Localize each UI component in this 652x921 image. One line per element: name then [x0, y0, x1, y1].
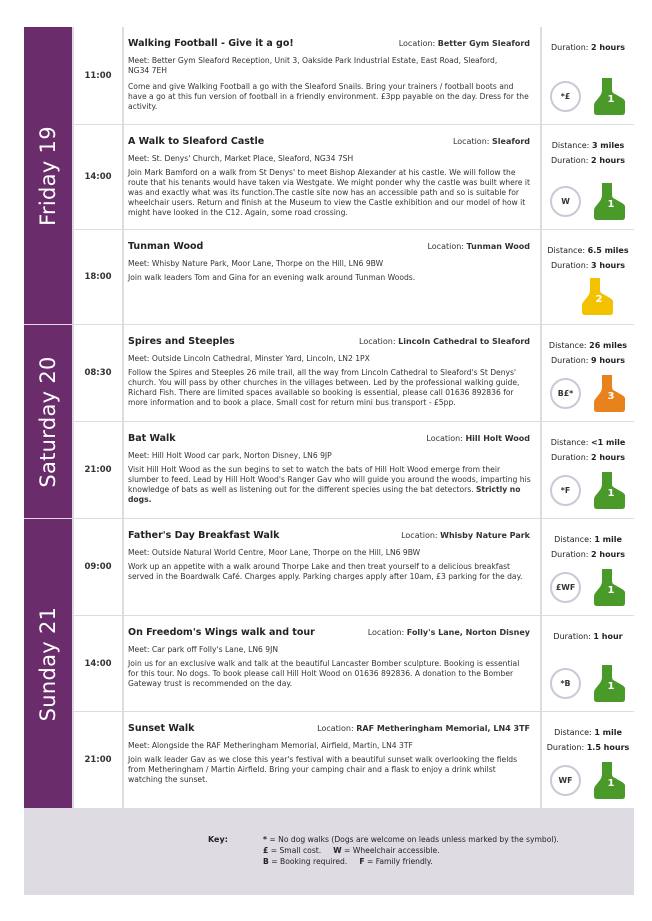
event-description	[128, 465, 532, 505]
description-text: Join us for an exclusive walk and talk at the beautiful Lancaster Bomber sculpture. Booking is essential for this tour. No dogs. To book please call Hill Holt Wood on 01636 892836. A donation to the Bomber Gateway trust is recommended on the day.	[128, 659, 520, 688]
access-badge: WF	[550, 765, 581, 796]
stat-value: 1 mile	[594, 535, 622, 544]
stat-label: Distance:	[554, 728, 592, 737]
event-row	[74, 27, 634, 124]
event-description	[128, 755, 532, 785]
event-stat	[542, 356, 634, 365]
event-stats	[542, 325, 634, 421]
location-prefix: Location:	[401, 531, 438, 540]
difficulty-grade: 3	[607, 391, 615, 402]
event-meet-point: Meet: Whisby Nature Park, Moor Lane, Thorpe on the Hill, LN6 9BW	[128, 259, 384, 268]
day-label: Sunday 21	[36, 606, 60, 721]
description-text: Join walk leader Gav as we close this year's festival with a beautiful sunset walk overlooking the fields from Metheringham / Martin Airfield. Bring your camping chair and a flask to enjoy a drink whilst watching the sunset.	[128, 755, 518, 784]
difficulty-grade: 1	[607, 199, 615, 210]
stat-value: 2 hours	[591, 156, 625, 165]
location-prefix: Location:	[367, 628, 405, 637]
event-details	[124, 616, 540, 711]
location-prefix: Location:	[452, 137, 490, 146]
event-time: 11:00	[74, 27, 122, 124]
event-title: Tunman Wood	[128, 241, 204, 252]
event-description	[128, 562, 532, 582]
access-badge: B£*	[550, 378, 581, 409]
event-description	[128, 273, 532, 283]
event-stat	[542, 535, 634, 544]
event-description	[128, 168, 532, 218]
event-stat	[542, 341, 634, 350]
stat-value: 2 hours	[591, 43, 625, 52]
location-prefix: Location:	[427, 242, 464, 251]
stat-value: 1.5 hours	[586, 743, 630, 752]
event-description	[128, 368, 532, 408]
event-row	[74, 125, 634, 229]
stat-value: 2 hours	[591, 453, 625, 462]
stat-label: Duration:	[551, 43, 589, 52]
event-time: 14:00	[74, 125, 122, 229]
event-stat	[542, 743, 634, 752]
event-time: 14:00	[74, 616, 122, 711]
stat-label: Duration:	[546, 743, 585, 752]
difficulty-boot-icon	[592, 76, 626, 116]
event-location	[359, 337, 530, 346]
event-details	[124, 519, 540, 615]
location-value: Hill Holt Wood	[465, 434, 530, 443]
stat-value: 3 hours	[591, 261, 625, 270]
event-meet-point: Meet: St. Denys' Church, Market Place, Sleaford, NG34 7SH	[128, 154, 354, 163]
event-title: Spires and Steeples	[128, 336, 235, 347]
location-value: Tunman Wood	[466, 242, 530, 251]
key-line: £ = Small cost. W = Wheelchair accessible.	[263, 846, 440, 855]
stat-label: Distance:	[548, 341, 587, 350]
event-description	[128, 82, 532, 112]
event-stats	[542, 230, 634, 324]
description-text: Come and give Walking Football a go with the Sleaford Snails. Bring your trainers / football boots and have a go at this fun version of football in a friendly environment. £3pp payable on the day. Dress for the activity.	[128, 82, 529, 111]
event-stat	[542, 156, 634, 165]
access-badge: *£	[550, 81, 581, 112]
stat-label: Distance:	[550, 438, 589, 447]
stat-value: <1 mile	[590, 438, 626, 447]
key-title: Key:	[208, 835, 228, 844]
event-row	[74, 230, 634, 324]
stat-label: Duration:	[551, 453, 589, 462]
difficulty-boot-icon	[592, 373, 626, 413]
event-meet-point: Meet: Car park off Folly's Lane, LN6 9JN	[128, 645, 279, 654]
description-text: Visit Hill Holt Wood as the sun begins to set to watch the bats of Hill Holt Wood emerge from their slumber to feed. Lead by Hill Holt Wood's Ranger Gav who will guide you around the woods, imparting his knowledge of bats as well as listening out for the different species using the bat detectors.	[128, 465, 531, 494]
event-title: Bat Walk	[128, 433, 176, 444]
difficulty-boot-icon	[592, 567, 626, 607]
location-prefix: Location:	[359, 337, 396, 346]
event-stats	[542, 422, 634, 518]
event-time: 09:00	[74, 519, 122, 615]
event-details	[124, 325, 540, 421]
description-text: Join walk leaders Tom and Gina for an evening walk around Tunman Woods.	[128, 273, 416, 282]
access-badge: £WF	[550, 572, 581, 603]
key-line: B = Booking required. F = Family friendly.	[263, 857, 433, 866]
event-row	[74, 325, 634, 421]
stat-value: 2 hours	[591, 550, 625, 559]
event-details	[124, 230, 540, 324]
event-location	[453, 137, 530, 146]
event-time: 18:00	[74, 230, 122, 324]
stat-label: Distance:	[554, 535, 592, 544]
day-label: Saturday 20	[36, 355, 60, 488]
event-meet-point-cont: NG34 7EH	[128, 66, 167, 75]
event-stat	[542, 141, 634, 150]
difficulty-grade: 2	[595, 294, 603, 305]
event-meet-point: Meet: Hill Holt Wood car park, Norton Disney, LN6 9JP	[128, 451, 332, 460]
day-banner-saturday	[24, 325, 72, 518]
event-details	[124, 712, 540, 808]
location-value: Sleaford	[492, 137, 530, 146]
location-prefix: Location:	[426, 434, 463, 443]
event-stat	[542, 453, 634, 462]
event-stats	[542, 712, 634, 808]
event-stat	[542, 632, 634, 641]
event-stat	[542, 246, 634, 255]
stat-label: Duration:	[553, 632, 591, 641]
stat-label: Duration:	[551, 356, 589, 365]
location-value: Folly's Lane, Norton Disney	[406, 628, 530, 637]
event-stats	[542, 27, 634, 124]
description-text: Join Mark Bamford on a walk from St Denys' to meet Bishop Alexander at his castle. We will follow the route that his tenants would have taken via Westgate. We might ponder why the castle was built where it was and exactly what was its function.The castle site now has an accessible path and so is suitable for wheelchair users. Return and finish at the Museum to view the Castle exhibition and our model of how it might have looked in the C12. Again, some road crossing.	[128, 168, 530, 217]
stat-label: Duration:	[551, 261, 589, 270]
event-details	[124, 27, 540, 124]
event-description	[128, 659, 532, 689]
difficulty-grade: 1	[607, 488, 615, 499]
event-location	[399, 39, 530, 48]
stat-label: Distance:	[551, 141, 590, 150]
event-time: 21:00	[74, 422, 122, 518]
event-row	[74, 616, 634, 711]
stat-label: Duration:	[551, 550, 589, 559]
event-time: 08:30	[74, 325, 122, 421]
event-row	[74, 519, 634, 615]
description-text: Follow the Spires and Steeples 26 mile trail, all the way from Lincoln Cathedral to Sleaford's St Denys' church. You will pass by other churches in the villages between. Led by the professional walking guide, Richard Fish. There are limited spaces available so booking is essential, please call 01636 892836 for more information and to book a place. Small cost for return mini bus transport - £5pp.	[128, 368, 520, 407]
stat-value: 26 miles	[589, 341, 628, 350]
event-stats	[542, 519, 634, 615]
stat-value: 1 hour	[593, 632, 623, 641]
stat-value: 1 mile	[594, 728, 622, 737]
event-title: On Freedom's Wings walk and tour	[128, 627, 315, 638]
key-legend	[24, 812, 634, 895]
event-location	[368, 628, 530, 637]
day-banner-sunday	[24, 519, 72, 808]
description-text: Work up an appetite with a walk around Thorpe Lake and then treat yourself to a delicious breakfast served in the Boardwalk Café. Charges apply. Parking charges apply after 10am, £3 parking for the day.	[128, 562, 523, 581]
event-stat	[542, 261, 634, 270]
stat-value: 9 hours	[591, 356, 625, 365]
event-location	[426, 434, 530, 443]
difficulty-grade: 1	[607, 778, 615, 789]
location-value: Lincoln Cathedral to Sleaford	[398, 337, 530, 346]
event-meet-point: Meet: Outside Natural World Centre, Moor Lane, Thorpe on the Hill, LN6 9BW	[128, 548, 421, 557]
event-row	[74, 712, 634, 808]
event-meet-point: Meet: Alongside the RAF Metheringham Memorial, Airfield, Martin, LN4 3TF	[128, 741, 413, 750]
stat-value: 6.5 miles	[587, 246, 629, 255]
event-stat	[542, 438, 634, 447]
stat-label: Duration:	[551, 156, 589, 165]
access-badge: *B	[550, 668, 581, 699]
access-badge: *F	[550, 475, 581, 506]
difficulty-grade: 1	[607, 94, 615, 105]
event-stats	[542, 616, 634, 711]
stat-value: 3 miles	[591, 141, 625, 150]
description-note: Strictly no dogs.	[128, 485, 521, 504]
difficulty-boot-icon	[592, 663, 626, 703]
event-title: Walking Football - Give it a go!	[128, 38, 294, 49]
difficulty-boot-icon	[592, 181, 626, 221]
event-location	[317, 724, 530, 733]
stat-label: Distance:	[547, 246, 586, 255]
key-line: * = No dog walks (Dogs are welcome on leads unless marked by the symbol).	[263, 835, 559, 844]
day-label: Friday 19	[36, 125, 60, 226]
location-value: RAF Metheringham Memorial, LN4 3TF	[356, 724, 530, 733]
event-meet-point: Meet: Outside Lincoln Cathedral, Minster Yard, Lincoln, LN2 1PX	[128, 354, 370, 363]
event-title: A Walk to Sleaford Castle	[128, 136, 265, 147]
event-meet-point: Meet: Better Gym Sleaford Reception, Unit 3, Oakside Park Industrial Estate, East Road, Sleaford,	[128, 56, 498, 65]
location-prefix: Location:	[317, 724, 354, 733]
difficulty-grade: 1	[607, 585, 615, 596]
difficulty-boot-icon	[580, 276, 614, 316]
event-location	[427, 242, 530, 251]
event-stats	[542, 125, 634, 229]
event-stat	[542, 728, 634, 737]
event-title: Father's Day Breakfast Walk	[128, 530, 280, 541]
event-details	[124, 422, 540, 518]
access-badge: W	[550, 186, 581, 217]
event-time: 21:00	[74, 712, 122, 808]
event-stat	[542, 550, 634, 559]
location-prefix: Location:	[398, 39, 436, 48]
location-value: Whisby Nature Park	[440, 531, 530, 540]
day-banner-friday	[24, 27, 72, 324]
location-value: Better Gym Sleaford	[437, 39, 530, 48]
event-location	[401, 531, 530, 540]
event-title: Sunset Walk	[128, 723, 195, 734]
event-details	[124, 125, 540, 229]
event-row	[74, 422, 634, 518]
event-stat	[542, 43, 634, 52]
difficulty-boot-icon	[592, 470, 626, 510]
difficulty-grade: 1	[607, 681, 615, 692]
difficulty-boot-icon	[592, 760, 626, 800]
